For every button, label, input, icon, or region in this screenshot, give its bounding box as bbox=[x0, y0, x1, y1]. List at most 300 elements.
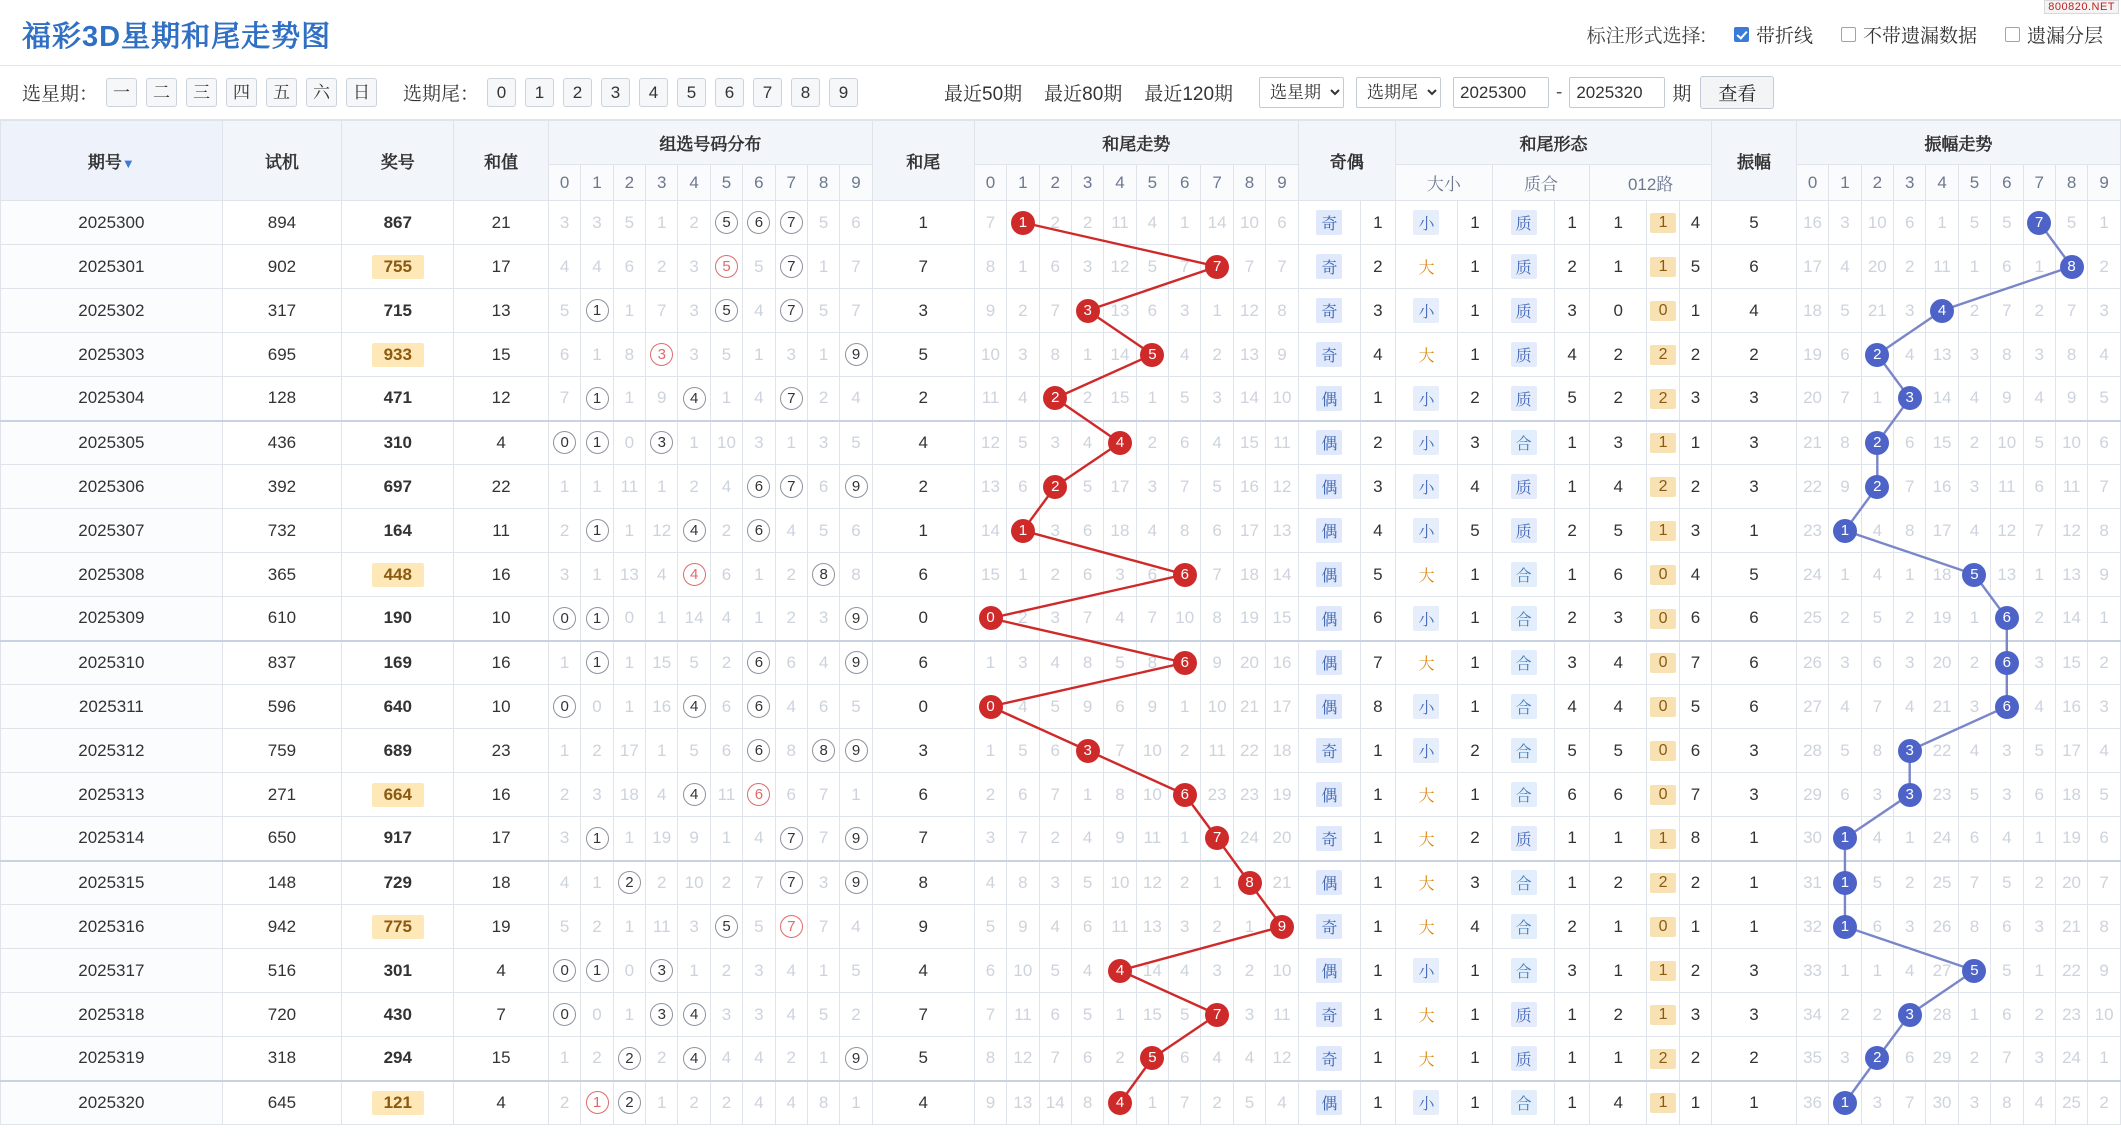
period-unit-label: 期 bbox=[1672, 84, 1692, 105]
checkbox-missing-layers[interactable] bbox=[2005, 27, 2020, 42]
cell-lu-right: 1 bbox=[1679, 1081, 1711, 1125]
cell-trend-miss: 3 bbox=[1104, 553, 1136, 597]
cell-lu-left: 1 bbox=[1590, 201, 1647, 245]
cell-period[interactable]: 2025317 bbox=[1, 949, 223, 993]
cell-trend-miss: 12 bbox=[1104, 245, 1136, 289]
recent-50-link[interactable]: 最近50期 bbox=[944, 84, 1023, 105]
cell-zhihe-miss: 4 bbox=[1555, 333, 1590, 377]
cell-daxiao-miss: 1 bbox=[1458, 993, 1493, 1037]
dist-ball: 5 bbox=[715, 299, 738, 322]
cell-amp-miss: 3 bbox=[1861, 1081, 1893, 1125]
cell-dist-ball bbox=[678, 1037, 710, 1081]
start-period-input[interactable] bbox=[1453, 77, 1549, 108]
tail-chip-6[interactable]: 6 bbox=[715, 78, 744, 107]
cell-lu bbox=[1647, 773, 1679, 817]
cell-period[interactable]: 2025319 bbox=[1, 1037, 223, 1081]
daxiao-tag: 小 bbox=[1413, 738, 1439, 763]
cell-period[interactable]: 2025312 bbox=[1, 729, 223, 773]
cell-trend-miss: 20 bbox=[1266, 817, 1298, 861]
table-row[interactable] bbox=[1, 729, 2121, 773]
cell-amp: 3 bbox=[1712, 993, 1797, 1037]
cell-dist-miss: 3 bbox=[678, 245, 710, 289]
amp-dot: 5 bbox=[1962, 959, 1986, 983]
dist-ball: 9 bbox=[845, 475, 868, 498]
zhihe-tag: 质 bbox=[1511, 474, 1537, 499]
cell-period[interactable]: 2025314 bbox=[1, 817, 223, 861]
cell-trend-miss: 2 bbox=[1136, 421, 1168, 465]
weekday-chip-1[interactable]: 一 bbox=[106, 78, 137, 107]
header-dist-6: 6 bbox=[743, 165, 775, 201]
cell-qiou-miss: 1 bbox=[1360, 201, 1395, 245]
table-row[interactable] bbox=[1, 201, 2121, 245]
cell-dist-miss: 8 bbox=[775, 729, 807, 773]
cell-dist-miss: 2 bbox=[807, 377, 839, 421]
cell-dist-miss: 1 bbox=[646, 1081, 678, 1125]
cell-amp-miss: 5 bbox=[2088, 773, 2121, 817]
cell-shiji: 317 bbox=[222, 289, 342, 333]
cell-amp-miss: 9 bbox=[2088, 553, 2121, 597]
cell-trend-miss: 2 bbox=[1104, 1037, 1136, 1081]
cell-lu bbox=[1647, 905, 1679, 949]
table-row[interactable] bbox=[1, 993, 2121, 1037]
cell-lu-left: 5 bbox=[1590, 509, 1647, 553]
cell-dist-miss: 2 bbox=[710, 1081, 742, 1125]
cell-hewei: 8 bbox=[872, 861, 974, 905]
cell-hezhi: 15 bbox=[454, 333, 549, 377]
cell-hezhi: 10 bbox=[454, 597, 549, 641]
cell-daxiao-miss: 1 bbox=[1458, 597, 1493, 641]
cell-daxiao-miss: 1 bbox=[1458, 1081, 1493, 1125]
cell-dist-ball bbox=[775, 289, 807, 333]
table-row[interactable] bbox=[1, 949, 2121, 993]
table-row[interactable] bbox=[1, 1081, 2121, 1125]
checkbox-without-missing-data[interactable] bbox=[1841, 27, 1856, 42]
table-row[interactable] bbox=[1, 333, 2121, 377]
cell-trend-miss: 13 bbox=[1136, 905, 1168, 949]
cell-dist-miss: 2 bbox=[840, 993, 872, 1037]
cell-trend-dot bbox=[1039, 465, 1071, 509]
cell-jiang bbox=[342, 553, 454, 597]
cell-amp: 1 bbox=[1712, 905, 1797, 949]
cell-period[interactable]: 2025310 bbox=[1, 641, 223, 685]
option-without-missing-data[interactable] bbox=[1841, 21, 1977, 48]
cell-qiou-miss: 1 bbox=[1360, 729, 1395, 773]
cell-dist-miss: 1 bbox=[840, 1081, 872, 1125]
cell-zhihe bbox=[1492, 773, 1554, 817]
cell-dist-ball bbox=[678, 685, 710, 729]
cell-dist-miss: 4 bbox=[646, 773, 678, 817]
dist-ball: 6 bbox=[747, 211, 770, 234]
tail-chip-9[interactable]: 9 bbox=[829, 78, 858, 107]
cell-trend-miss: 4 bbox=[1266, 1081, 1298, 1125]
cell-period[interactable]: 2025311 bbox=[1, 685, 223, 729]
cell-dist-miss: 1 bbox=[678, 949, 710, 993]
cell-lu bbox=[1647, 553, 1679, 597]
tail-chip-3[interactable]: 3 bbox=[601, 78, 630, 107]
cell-dist-miss: 4 bbox=[743, 1037, 775, 1081]
weekday-chip-3[interactable]: 三 bbox=[186, 78, 217, 107]
cell-amp-miss: 1 bbox=[1861, 377, 1893, 421]
table-row[interactable] bbox=[1, 773, 2121, 817]
cell-period[interactable]: 2025300 bbox=[1, 201, 223, 245]
cell-daxiao bbox=[1395, 817, 1457, 861]
zhihe-tag: 质 bbox=[1511, 298, 1537, 323]
jiang-highlight: 755 bbox=[372, 255, 424, 279]
cell-lu-right: 3 bbox=[1679, 993, 1711, 1037]
dist-ball: 4 bbox=[683, 783, 706, 806]
header-period[interactable] bbox=[1, 121, 223, 201]
cell-hewei: 1 bbox=[872, 509, 974, 553]
cell-period[interactable]: 2025307 bbox=[1, 509, 223, 553]
cell-zhihe bbox=[1492, 465, 1554, 509]
dist-ball: 8 bbox=[812, 563, 835, 586]
weekday-select[interactable] bbox=[1259, 77, 1344, 108]
cell-dist-miss: 14 bbox=[678, 597, 710, 641]
table-row[interactable] bbox=[1, 377, 2121, 421]
cell-qiou bbox=[1298, 597, 1360, 641]
cell-jiang: 729 bbox=[342, 861, 454, 905]
cell-trend-miss: 2 bbox=[1201, 1081, 1233, 1125]
table-row[interactable] bbox=[1, 685, 2121, 729]
cell-amp-miss: 5 bbox=[1861, 861, 1893, 905]
cell-trend-miss: 2 bbox=[1007, 289, 1039, 333]
qiou-tag: 奇 bbox=[1316, 1002, 1342, 1027]
lu-tag: 0 bbox=[1650, 301, 1676, 321]
cell-amp-miss: 3 bbox=[1958, 685, 1990, 729]
header-trend-0: 0 bbox=[974, 165, 1006, 201]
cell-zhihe bbox=[1492, 377, 1554, 421]
table-row[interactable] bbox=[1, 597, 2121, 641]
tail-chip-2[interactable]: 2 bbox=[563, 78, 592, 107]
table-row[interactable] bbox=[1, 553, 2121, 597]
cell-period[interactable]: 2025316 bbox=[1, 905, 223, 949]
cell-dist-miss: 5 bbox=[840, 421, 872, 465]
cell-dist-miss: 1 bbox=[581, 861, 613, 905]
cell-jiang: 640 bbox=[342, 685, 454, 729]
cell-period[interactable]: 2025318 bbox=[1, 993, 223, 1037]
tail-chip-4[interactable]: 4 bbox=[639, 78, 668, 107]
cell-dist-miss: 6 bbox=[710, 729, 742, 773]
qiou-tag: 奇 bbox=[1316, 210, 1342, 235]
cell-period[interactable]: 2025304 bbox=[1, 377, 223, 421]
cell-amp-miss: 13 bbox=[1926, 333, 1958, 377]
cell-trend-miss: 24 bbox=[1233, 817, 1265, 861]
tail-chip-8[interactable]: 8 bbox=[791, 78, 820, 107]
cell-period[interactable]: 2025308 bbox=[1, 553, 223, 597]
cell-amp-miss: 5 bbox=[1829, 289, 1861, 333]
tail-chip-0[interactable]: 0 bbox=[487, 78, 516, 107]
cell-trend-miss: 10 bbox=[1136, 773, 1168, 817]
cell-dist-ball bbox=[775, 245, 807, 289]
cell-jiang bbox=[342, 1081, 454, 1125]
tail-chip-7[interactable]: 7 bbox=[753, 78, 782, 107]
cell-amp-miss: 8 bbox=[2055, 333, 2087, 377]
cell-trend-miss: 11 bbox=[1266, 421, 1298, 465]
cell-dist-miss: 1 bbox=[710, 377, 742, 421]
cell-daxiao-miss: 1 bbox=[1458, 201, 1493, 245]
cell-daxiao-miss: 1 bbox=[1458, 333, 1493, 377]
cell-lu-left: 2 bbox=[1590, 377, 1647, 421]
recent-period-links bbox=[944, 79, 1233, 106]
cell-dist-ball bbox=[646, 949, 678, 993]
cell-hewei: 0 bbox=[872, 685, 974, 729]
cell-shiji: 650 bbox=[222, 817, 342, 861]
table-row[interactable] bbox=[1, 817, 2121, 861]
cell-trend-miss: 12 bbox=[1233, 289, 1265, 333]
cell-daxiao bbox=[1395, 377, 1457, 421]
cell-dist-ball bbox=[581, 377, 613, 421]
table-row[interactable] bbox=[1, 465, 2121, 509]
cell-dist-miss: 1 bbox=[548, 465, 580, 509]
dist-ball: 6 bbox=[747, 475, 770, 498]
lu-tag: 1 bbox=[1650, 1093, 1676, 1113]
cell-lu bbox=[1647, 377, 1679, 421]
cell-amp: 3 bbox=[1712, 773, 1797, 817]
cell-lu bbox=[1647, 641, 1679, 685]
cell-amp-miss: 3 bbox=[1894, 289, 1926, 333]
trend-dot: 7 bbox=[1205, 255, 1229, 279]
dist-ball: 3 bbox=[650, 959, 673, 982]
header-shape-group: 和尾形态 bbox=[1395, 121, 1711, 165]
weekday-chip-6[interactable]: 六 bbox=[306, 78, 337, 107]
zhihe-tag: 质 bbox=[1511, 386, 1537, 411]
cell-trend-miss: 2 bbox=[1201, 333, 1233, 377]
table-row[interactable] bbox=[1, 509, 2121, 553]
tail-filter-label: 选期尾： bbox=[403, 84, 480, 105]
cell-trend-miss: 10 bbox=[1136, 729, 1168, 773]
cell-dist-miss: 1 bbox=[743, 333, 775, 377]
amp-dot: 2 bbox=[1865, 343, 1889, 367]
cell-dist-miss: 3 bbox=[678, 905, 710, 949]
cell-amp-miss: 10 bbox=[2088, 993, 2121, 1037]
cell-amp-miss: 1 bbox=[1958, 597, 1990, 641]
cell-hewei: 7 bbox=[872, 245, 974, 289]
cell-dist-miss: 1 bbox=[743, 597, 775, 641]
cell-dist-miss: 6 bbox=[807, 465, 839, 509]
cell-dist-miss: 4 bbox=[840, 377, 872, 421]
cell-hezhi: 4 bbox=[454, 949, 549, 993]
dist-ball: 4 bbox=[683, 1003, 706, 1026]
cell-qiou-miss: 3 bbox=[1360, 289, 1395, 333]
cell-trend-miss: 6 bbox=[1266, 201, 1298, 245]
cell-trend-miss: 12 bbox=[974, 421, 1006, 465]
trend-dot: 6 bbox=[1173, 651, 1197, 675]
tail-chip-5[interactable]: 5 bbox=[677, 78, 706, 107]
cell-dist-ball bbox=[743, 773, 775, 817]
amp-dot: 3 bbox=[1898, 783, 1922, 807]
cell-trend-miss: 6 bbox=[1071, 1037, 1103, 1081]
cell-amp-miss: 6 bbox=[2023, 773, 2055, 817]
cell-qiou bbox=[1298, 905, 1360, 949]
amp-dot: 7 bbox=[2027, 211, 2051, 235]
cell-trend-miss: 11 bbox=[974, 377, 1006, 421]
cell-trend-miss: 8 bbox=[1071, 641, 1103, 685]
cell-period[interactable]: 2025309 bbox=[1, 597, 223, 641]
cell-dist-miss: 1 bbox=[613, 905, 645, 949]
cell-trend-miss: 9 bbox=[1071, 685, 1103, 729]
cell-trend-miss: 12 bbox=[1007, 1037, 1039, 1081]
cell-amp-miss: 6 bbox=[1894, 1037, 1926, 1081]
cell-amp-miss: 7 bbox=[1894, 465, 1926, 509]
dist-ball: 0 bbox=[553, 607, 576, 630]
cell-amp-miss: 23 bbox=[1796, 509, 1828, 553]
cell-dist-ball bbox=[710, 289, 742, 333]
cell-amp-miss: 23 bbox=[2055, 993, 2087, 1037]
cell-trend-miss: 1 bbox=[1169, 201, 1201, 245]
cell-period[interactable]: 2025315 bbox=[1, 861, 223, 905]
table-row[interactable] bbox=[1, 905, 2121, 949]
cell-period[interactable]: 2025306 bbox=[1, 465, 223, 509]
cell-period[interactable]: 2025320 bbox=[1, 1081, 223, 1125]
header-dist-9: 9 bbox=[840, 165, 872, 201]
weekday-chip-4[interactable]: 四 bbox=[226, 78, 257, 107]
cell-dist-miss: 4 bbox=[743, 289, 775, 333]
tail-select[interactable] bbox=[1356, 77, 1441, 108]
table-row[interactable] bbox=[1, 289, 2121, 333]
dist-ball: 1 bbox=[586, 827, 609, 850]
cell-dist-miss: 3 bbox=[743, 421, 775, 465]
cell-amp-miss: 9 bbox=[2055, 377, 2087, 421]
option-with-polyline[interactable] bbox=[1734, 21, 1813, 48]
cell-zhihe-miss: 1 bbox=[1555, 421, 1590, 465]
cell-amp-miss: 1 bbox=[2088, 597, 2121, 641]
cell-dist-ball bbox=[678, 553, 710, 597]
cell-amp-miss: 15 bbox=[2055, 641, 2087, 685]
lu-tag: 2 bbox=[1650, 873, 1676, 893]
cell-trend-miss: 13 bbox=[1104, 289, 1136, 333]
cell-daxiao bbox=[1395, 289, 1457, 333]
amp-dot: 3 bbox=[1898, 739, 1922, 763]
cell-trend-miss: 4 bbox=[974, 861, 1006, 905]
amp-dot: 2 bbox=[1865, 431, 1889, 455]
dist-ball: 4 bbox=[683, 695, 706, 718]
weekday-chip-5[interactable]: 五 bbox=[266, 78, 297, 107]
cell-trend-miss: 10 bbox=[974, 333, 1006, 377]
cell-trend-miss: 6 bbox=[1007, 465, 1039, 509]
cell-trend-miss: 6 bbox=[1039, 245, 1071, 289]
lu-tag: 1 bbox=[1650, 829, 1676, 849]
cell-dist-ball bbox=[548, 949, 580, 993]
cell-trend-miss: 15 bbox=[1233, 421, 1265, 465]
cell-dist-miss: 2 bbox=[775, 553, 807, 597]
jiang-highlight: 121 bbox=[372, 1091, 424, 1115]
cell-amp-miss: 4 bbox=[1958, 729, 1990, 773]
cell-trend-miss: 2 bbox=[1039, 817, 1071, 861]
table-row[interactable] bbox=[1, 245, 2121, 289]
cell-period[interactable]: 2025301 bbox=[1, 245, 223, 289]
cell-zhihe bbox=[1492, 993, 1554, 1037]
cell-dist-miss: 2 bbox=[710, 861, 742, 905]
cell-trend-miss: 3 bbox=[1039, 861, 1071, 905]
cell-zhihe-miss: 2 bbox=[1555, 597, 1590, 641]
recent-120-link[interactable]: 最近120期 bbox=[1144, 84, 1234, 105]
weekday-chip-2[interactable]: 二 bbox=[146, 78, 177, 107]
cell-qiou bbox=[1298, 817, 1360, 861]
site-watermark: 800820.NET bbox=[2044, 0, 2119, 14]
cell-trend-miss: 3 bbox=[1007, 333, 1039, 377]
cell-lu-right: 2 bbox=[1679, 861, 1711, 905]
cell-trend-miss: 1 bbox=[1007, 245, 1039, 289]
cell-zhihe-miss: 1 bbox=[1555, 201, 1590, 245]
zhihe-tag: 合 bbox=[1511, 562, 1537, 587]
cell-amp-miss: 11 bbox=[1926, 245, 1958, 289]
cell-trend-miss: 5 bbox=[974, 905, 1006, 949]
cell-amp-miss: 6 bbox=[1991, 905, 2023, 949]
cell-dist-miss: 4 bbox=[775, 509, 807, 553]
view-button[interactable]: 查看 bbox=[1700, 76, 1774, 109]
cell-qiou bbox=[1298, 641, 1360, 685]
cell-amp-miss: 26 bbox=[1926, 905, 1958, 949]
daxiao-tag: 大 bbox=[1418, 1051, 1435, 1069]
cell-hewei: 4 bbox=[872, 1081, 974, 1125]
cell-period[interactable]: 2025303 bbox=[1, 333, 223, 377]
cell-trend-miss: 8 bbox=[974, 1037, 1006, 1081]
qiou-tag: 奇 bbox=[1316, 914, 1342, 939]
cell-dist-miss: 7 bbox=[646, 289, 678, 333]
cell-amp-miss: 6 bbox=[1861, 905, 1893, 949]
cell-amp-miss: 4 bbox=[2023, 685, 2055, 729]
cell-dist-miss: 19 bbox=[646, 817, 678, 861]
cell-trend-miss: 9 bbox=[1104, 817, 1136, 861]
weekday-chips bbox=[106, 78, 377, 107]
cell-zhihe-miss: 2 bbox=[1555, 245, 1590, 289]
header-trend-7: 7 bbox=[1201, 165, 1233, 201]
sort-caret-icon[interactable]: ▼ bbox=[121, 156, 135, 171]
range-dash: - bbox=[1556, 81, 1563, 103]
zhihe-tag: 合 bbox=[1511, 958, 1537, 983]
dist-ball: 1 bbox=[586, 959, 609, 982]
cell-period[interactable]: 2025313 bbox=[1, 773, 223, 817]
cell-amp-miss: 4 bbox=[2088, 729, 2121, 773]
header-dist-7: 7 bbox=[775, 165, 807, 201]
checkbox-with-polyline[interactable] bbox=[1734, 27, 1749, 42]
cell-amp-miss: 13 bbox=[2055, 553, 2087, 597]
cell-daxiao-miss: 4 bbox=[1458, 465, 1493, 509]
lu-tag: 2 bbox=[1650, 345, 1676, 365]
cell-qiou bbox=[1298, 1081, 1360, 1125]
cell-trend-miss: 1 bbox=[1136, 377, 1168, 421]
cell-shiji: 759 bbox=[222, 729, 342, 773]
recent-80-link[interactable]: 最近80期 bbox=[1044, 84, 1123, 105]
cell-period[interactable]: 2025302 bbox=[1, 289, 223, 333]
lu-tag: 1 bbox=[1650, 961, 1676, 981]
table-row[interactable] bbox=[1, 641, 2121, 685]
cell-period[interactable]: 2025305 bbox=[1, 421, 223, 465]
cell-dist-miss: 4 bbox=[548, 861, 580, 905]
table-row[interactable] bbox=[1, 421, 2121, 465]
table-row[interactable] bbox=[1, 861, 2121, 905]
mark-options bbox=[1587, 21, 2103, 48]
cell-amp-miss: 3 bbox=[1894, 641, 1926, 685]
cell-lu bbox=[1647, 993, 1679, 1037]
table-row[interactable] bbox=[1, 1037, 2121, 1081]
cell-qiou bbox=[1298, 509, 1360, 553]
cell-shiji: 902 bbox=[222, 245, 342, 289]
cell-dist-miss: 11 bbox=[646, 905, 678, 949]
cell-dist-miss: 4 bbox=[581, 245, 613, 289]
cell-amp-dot bbox=[1991, 685, 2023, 729]
qiou-tag: 奇 bbox=[1316, 1046, 1342, 1071]
dist-ball: 7 bbox=[780, 915, 803, 938]
cell-amp-miss: 9 bbox=[1829, 465, 1861, 509]
option-missing-layers[interactable] bbox=[2005, 21, 2103, 48]
tail-chip-1[interactable]: 1 bbox=[525, 78, 554, 107]
weekday-chip-7[interactable]: 日 bbox=[346, 78, 377, 107]
cell-amp-miss: 7 bbox=[1991, 289, 2023, 333]
end-period-input[interactable] bbox=[1569, 77, 1665, 108]
cell-lu bbox=[1647, 597, 1679, 641]
cell-amp-miss: 20 bbox=[1796, 377, 1828, 421]
